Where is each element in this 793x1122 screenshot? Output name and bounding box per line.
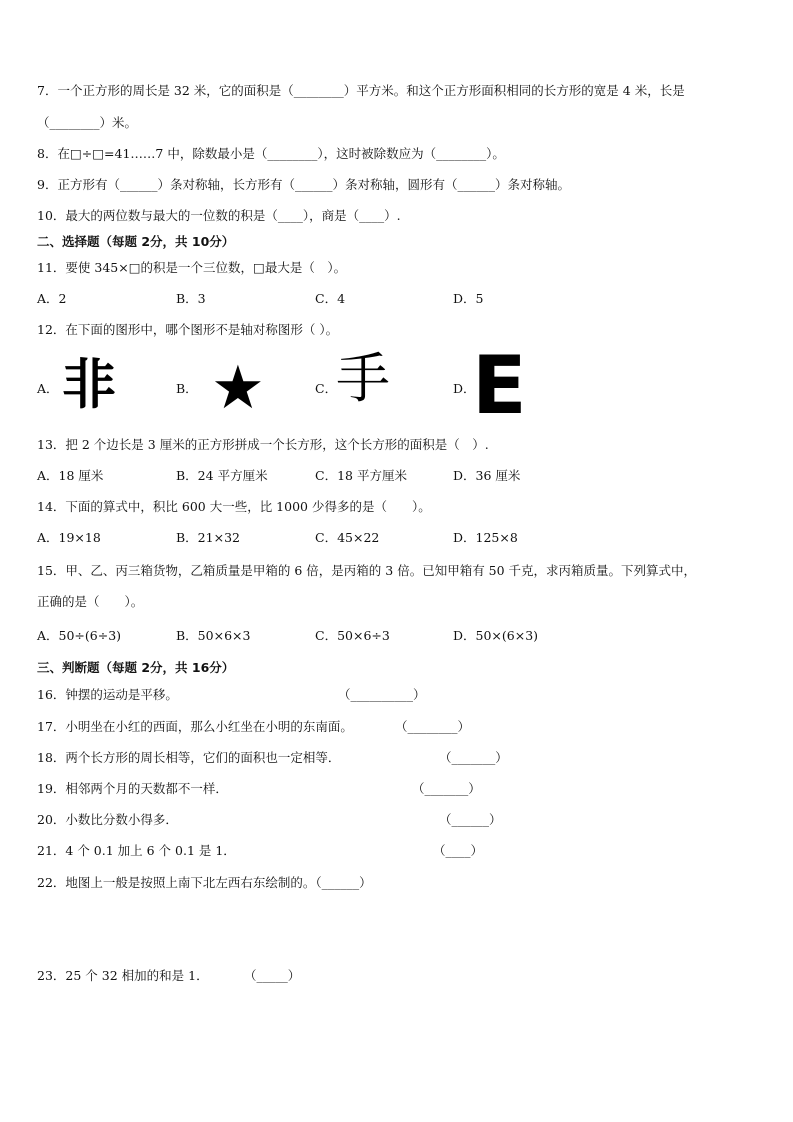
q13-option-c: C．18 平方厘米: [315, 468, 407, 483]
q12-label-a: A．: [37, 381, 59, 396]
q14-option-b: B．21×32: [176, 530, 240, 545]
question-19: [37, 780, 481, 798]
question-9: 9．正方形有（______）条对称轴，长方形有（______）条对称轴，圆形有（______）条对称轴。: [37, 177, 570, 192]
q12-label-d: D．: [453, 381, 476, 396]
question-15-line-1: 15．甲、乙、丙三箱货物，乙箱质量是甲箱的 6 倍，是丙箱的 3 倍。已知甲箱有 50 千克，求丙箱质量。下列算式中，: [37, 563, 697, 578]
question-18-text: 18．两个长方形的周长相等，它们的面积也一定相等．: [37, 750, 341, 765]
q15-option-c: C．50×6÷3: [315, 628, 390, 643]
q13-option-b: B．24 平方厘米: [176, 468, 268, 483]
question-16-blank: （__________）: [338, 687, 426, 702]
question-10: 10．最大的两位数与最大的一位数的积是（____），商是（____）.: [37, 208, 401, 223]
section-3-heading: 三、判断题（每题 2分，共 16分）: [37, 660, 235, 675]
q11-option-a: A．2: [37, 291, 67, 306]
question-17-blank: （________）: [395, 719, 471, 734]
question-21-text: 21．4 个 0.1 加上 6 个 0.1 是 1．: [37, 843, 236, 858]
section-2-heading: 二、选择题（每题 2分，共 10分）: [37, 234, 235, 249]
question-23: [37, 967, 301, 985]
q14-option-c: C．45×22: [315, 530, 380, 545]
question-20-blank: （______）: [439, 812, 502, 827]
q11-option-d: D．5: [453, 291, 484, 306]
question-18: [37, 749, 508, 767]
question-7-line-1: 7．一个正方形的周长是 32 米，它的面积是（________）平方米。和这个正方形面积相同的长方形的宽是 4 米，长是: [37, 83, 685, 98]
question-20: [37, 811, 502, 829]
q13-option-a: A．18 厘米: [37, 468, 104, 483]
question-7-line-2: （________）米。: [37, 115, 138, 130]
question-17-text: 17．小明坐在小红的西面，那么小红坐在小明的东南面。: [37, 719, 353, 734]
question-15-line-2: 正确的是（ ）。: [37, 594, 144, 609]
q12-label-b: B．: [176, 381, 198, 396]
q13-option-d: D．36 厘米: [453, 468, 521, 483]
question-18-blank: （_______）: [439, 750, 508, 765]
question-14-stem: 14．下面的算式中，积比 600 大一些，比 1000 少得多的是（ ）。: [37, 499, 431, 514]
q14-option-a: A．19×18: [37, 530, 101, 545]
question-12-stem: 12．在下面的图形中，哪个图形不是轴对称图形（ ）。: [37, 322, 339, 337]
question-23-text: 23．25 个 32 相加的和是 1．: [37, 968, 209, 983]
question-22-blank: （______）: [315, 875, 372, 890]
q12-figure-shou: 手: [336, 347, 390, 410]
question-19-blank: （_______）: [412, 781, 481, 796]
question-16-text: 16．钟摆的运动是平移。: [37, 687, 178, 702]
q12-figure-e: E: [472, 339, 527, 432]
question-21-blank: （____）: [433, 843, 484, 858]
question-21: [37, 842, 484, 860]
q15-option-d: D．50×(6×3): [453, 628, 539, 643]
q14-option-d: D．125×8: [453, 530, 518, 545]
q11-option-c: C．4: [315, 291, 346, 306]
q12-figure-fei: 非: [62, 353, 116, 416]
question-22-text: 22．地图上一般是按照上南下北左西右东绘制的。: [37, 875, 316, 890]
question-23-blank: （_____）: [244, 968, 301, 983]
q15-option-b: B．50×6×3: [176, 628, 251, 643]
q15-option-a: A．50÷(6÷3): [37, 628, 122, 643]
question-8: 8．在□÷□=41……7 中，除数最小是（________），这时被除数应为（________）。: [37, 146, 505, 161]
question-22: [37, 874, 372, 892]
q12-label-c: C．: [315, 381, 338, 396]
question-16: [37, 686, 426, 704]
question-13-stem: 13．把 2 个边长是 3 厘米的正方形拼成一个长方形，这个长方形的面积是（ ）.: [37, 437, 489, 452]
question-19-text: 19．相邻两个月的天数都不一样．: [37, 781, 228, 796]
question-17: [37, 718, 471, 736]
question-11-stem: 11．要使 345×□的积是一个三位数，□最大是（ ）。: [37, 260, 347, 275]
q11-option-b: B．3: [176, 291, 206, 306]
question-20-text: 20．小数比分数小得多．: [37, 812, 178, 827]
q12-figure-star: ★: [211, 353, 265, 423]
